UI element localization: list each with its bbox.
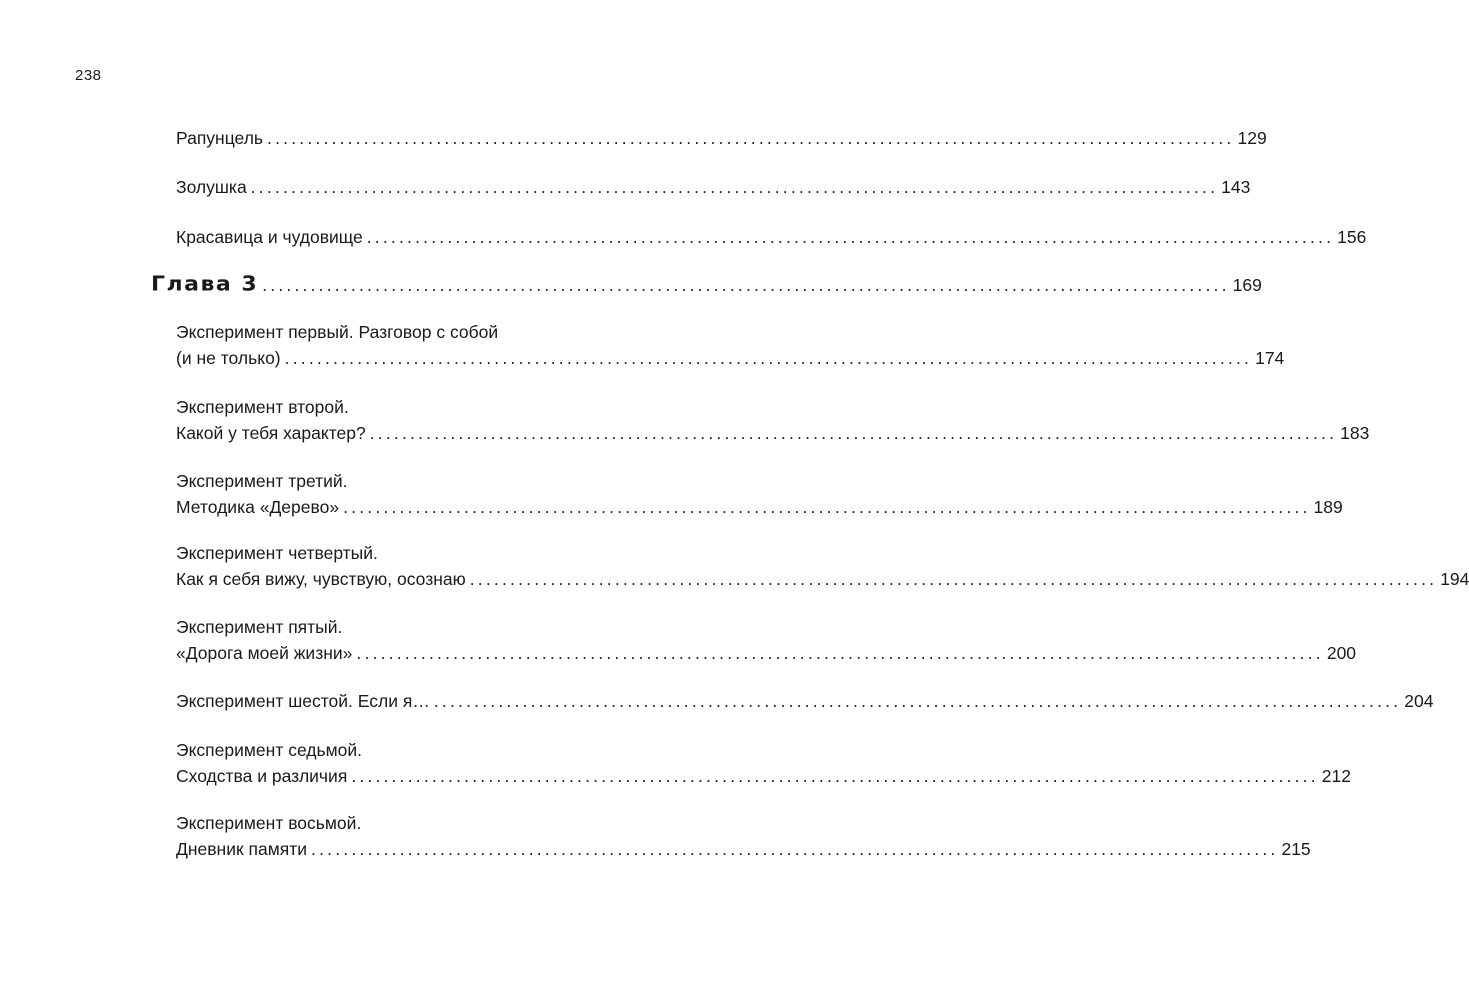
toc-entry-title: Красавица и чудовище xyxy=(176,227,363,247)
page-number: 238 xyxy=(75,67,102,84)
toc-entry-title: Золушка xyxy=(176,177,247,197)
toc-page-number: 129 xyxy=(1237,128,1267,148)
toc-entry-title: Рапунцель xyxy=(176,128,264,148)
toc-entry-title: Эксперимент седьмой. xyxy=(176,740,363,760)
toc-entry-title: Эксперимент шестой. Если я… xyxy=(176,691,430,711)
toc-entry-title: Эксперимент второй. xyxy=(176,397,349,417)
toc-page-number: 183 xyxy=(1340,423,1370,443)
dot-leader: ........................................................................................................................ xyxy=(366,227,1335,247)
toc-page-number: 200 xyxy=(1326,643,1357,663)
toc-chapter-3 xyxy=(151,272,1262,298)
dot-leader: ........................................................................................................................ xyxy=(351,766,1319,786)
toc-entry-experiment-4 xyxy=(176,540,1469,592)
toc-entry-rapunzel xyxy=(176,125,1267,151)
toc-entry-experiment-3 xyxy=(176,468,1343,520)
toc-entry-title-cont: Методика «Дерево» xyxy=(176,497,340,517)
toc-entry-title-cont: Как я себя вижу, чувствую, осознаю xyxy=(176,569,466,589)
dot-leader: ........................................................................................................................ xyxy=(433,691,1402,711)
toc-entry-title: Эксперимент восьмой. xyxy=(176,813,362,833)
toc-entry-title-cont: «Дорога моей жизни» xyxy=(176,643,353,663)
toc-entry-experiment-5 xyxy=(176,614,1357,666)
toc-entry-cinderella xyxy=(176,174,1251,200)
toc-entry-title: Эксперимент третий. xyxy=(176,471,348,491)
chapter-title: Глава 3 xyxy=(151,273,259,297)
toc-entry-title: Эксперимент четвертый. xyxy=(176,543,378,563)
toc-page-number: 194 xyxy=(1440,569,1469,589)
dot-leader: ........................................................................................................................ xyxy=(469,569,1438,589)
toc-entry-experiment-8 xyxy=(176,810,1311,862)
toc-entry-experiment-1 xyxy=(176,319,1285,371)
toc-entry-experiment-6 xyxy=(176,688,1434,714)
dot-leader: ........................................................................................................................ xyxy=(284,348,1253,368)
toc-entry-title-cont: (и не только) xyxy=(176,348,281,368)
toc-entry-experiment-7 xyxy=(176,737,1351,789)
toc-page-number: 156 xyxy=(1337,227,1367,247)
toc-entry-title: Эксперимент первый. Разговор с собой xyxy=(176,322,499,342)
dot-leader: ........................................................................................................................ xyxy=(250,177,1219,197)
dot-leader: ........................................................................................................................ xyxy=(267,128,1235,148)
toc-entry-beauty-and-beast xyxy=(176,224,1367,250)
dot-leader: ........................................................................................................................ xyxy=(356,643,1324,663)
toc-entry-title-cont: Дневник памяти xyxy=(176,839,308,859)
toc-page-number: 215 xyxy=(1281,839,1311,859)
toc-entry-experiment-2 xyxy=(176,394,1370,446)
toc-entry-title-cont: Сходства и различия xyxy=(176,766,348,786)
dot-leader: ........................................................................................................................ xyxy=(343,497,1311,517)
toc-entry-title: Эксперимент пятый. xyxy=(176,617,343,637)
toc-page-number: 204 xyxy=(1404,691,1434,711)
toc-page-number: 212 xyxy=(1321,766,1351,786)
dot-leader: ........................................................................................................................ xyxy=(311,839,1279,859)
toc-page-number: 174 xyxy=(1255,348,1285,368)
dot-leader: ........................................................................................................................ xyxy=(369,423,1338,443)
dot-leader: ........................................................................................................................ xyxy=(262,275,1230,295)
toc-page-number: 143 xyxy=(1221,177,1251,197)
toc-entry-title-cont: Какой у тебя характер? xyxy=(176,423,366,443)
toc-page-number: 169 xyxy=(1232,275,1262,295)
toc-page-number: 189 xyxy=(1313,497,1343,517)
